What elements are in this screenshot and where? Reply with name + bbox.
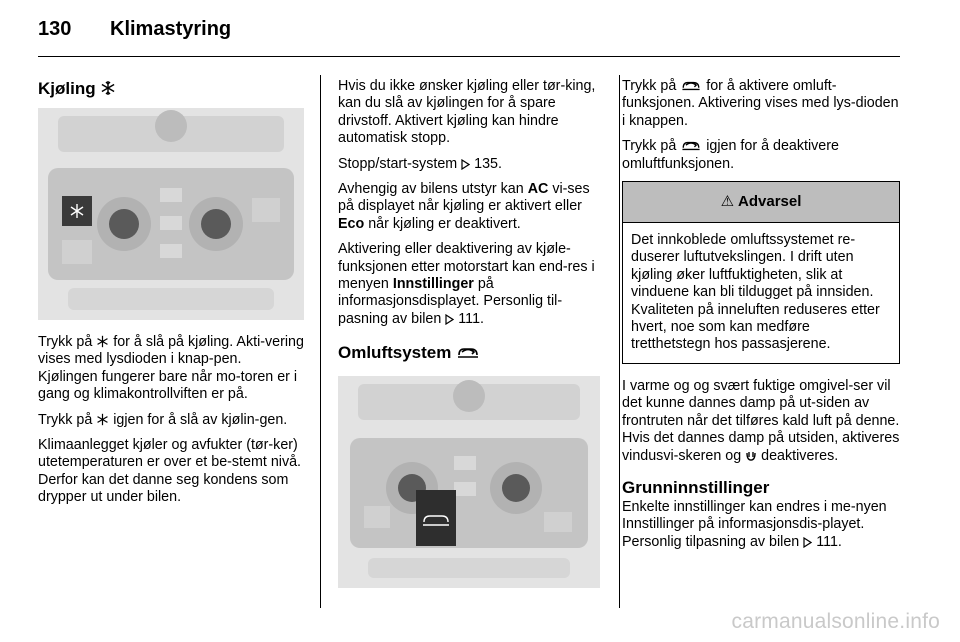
section-heading-cooling: Kjøling [38,78,304,100]
warning-title: Advarsel [738,193,802,211]
column-1 [38,78,304,515]
triangle-arrow-icon [461,159,470,170]
column-2 [338,78,604,588]
windscreen-defrost-icon [745,450,757,462]
watermark: carmanualsonline.info [731,610,940,633]
paragraph: Hvis du ikke ønsker kjøling eller tør-king, kan du slå av kjølingen for å spare drivstoff. Aktivert kjøling kan hindre automatisk stopp. [338,78,596,147]
column-3 [622,78,900,559]
paragraph: Trykk på igjen for å deaktivere omluftfunksjonen. [622,138,839,172]
paragraph: I varme og og svært fuktige omgivel-ser vil det kunne dannes damp på ut-siden av frontruten når det tilføres kald luft på denne. Hvis det dannes damp på utsiden, aktiveres vindusvi-skeren og deaktiveres. [622,377,900,464]
warning-triangle-icon: ⚠ [720,193,735,211]
snowflake-icon [100,80,116,96]
column-divider [619,75,620,608]
triangle-arrow-icon [445,314,454,325]
section-heading-basic-settings: Grunninnstillinger [622,477,770,497]
warning-header [623,182,899,223]
paragraph: Aktivering eller deaktivering av kjøle-funksjonen etter motorstart kan end-res i menyen Innstillinger på informasjonsdisplayet. Personlig til-pasning av bilen 111. [338,241,595,327]
warning-text: Det innkoblede omluftssystemet re-duserer luftutvekslingen. I drift uten kjøling øker luftfuktigheten, slik at vinduene kan bli tildugget på innsiden. Kvaliteten på inneluften reduseres etter hvert, noe som kan medføre tretthetstegn hos passasjerene. [631,232,880,353]
paragraph: Trykk på for å aktivere omluft-funksjonen. Aktivering vises med lys-dioden i knappen. [622,78,899,129]
warning-box [622,181,900,364]
section-heading-recirculation: Omluftsystem [338,342,604,364]
recirculation-car-icon [456,346,480,360]
paragraph: Stopp/start-system 135. [338,155,502,172]
paragraph: Trykk på igjen for å slå av kjølin-gen. [38,411,288,428]
snowflake-icon [96,335,109,348]
recirculation-car-icon [680,80,702,92]
header-rule [38,56,900,57]
paragraph: Klimaanlegget kjøler og avfukter (tør-ker) utetemperaturen er over et be-stemt nivå. Derfor kan det danne seg kondens som drypper ut under bilen. [38,437,302,506]
paragraph: Enkelte innstillinger kan endres i me-nyen Innstillinger på informasjonsdis-playet. Personlig tilpasning av bilen 111. [622,498,887,550]
paragraph: Trykk på for å slå på kjøling. Akti-vering vises med lysdioden i knap-pen. Kjølingen fungerer bare når mo-toren er i gang og klimakontrollviften er på. [38,334,304,403]
paragraph: Avhengig av bilens utstyr kan AC vi-ses på displayet når kjøling er aktivert eller Eco når kjøling er deaktivert. [338,181,590,232]
recirculation-panel-photo [338,376,600,588]
page-number: 130 [38,18,72,40]
cooling-panel-photo [38,108,304,320]
snowflake-icon [96,413,109,426]
recirculation-car-icon [680,140,702,152]
chapter-title: Klimastyring [110,18,232,40]
column-divider [320,75,321,608]
triangle-arrow-icon [803,537,812,548]
